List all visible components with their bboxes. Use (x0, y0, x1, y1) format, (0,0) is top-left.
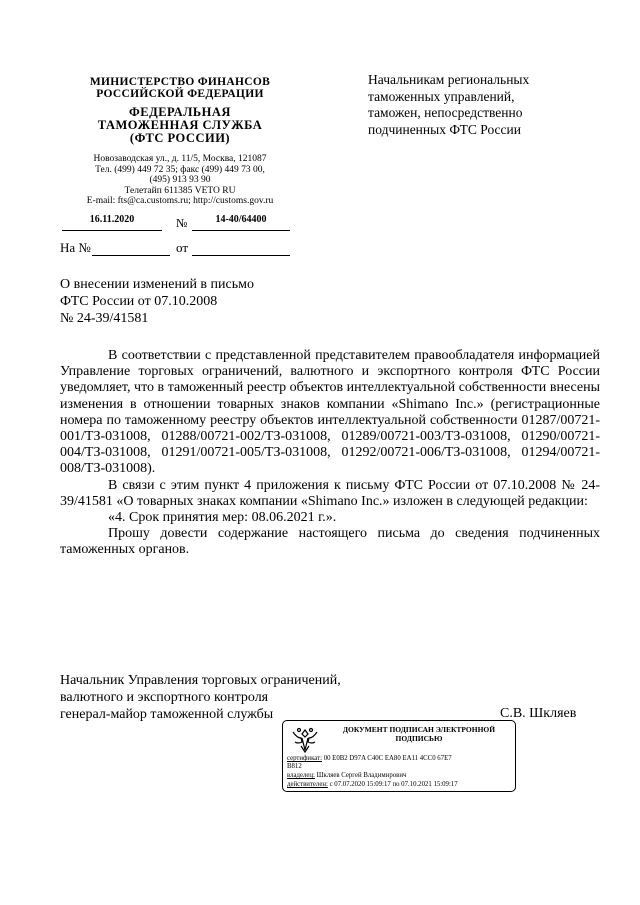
signature-line3: генерал-майор таможенной службы (60, 707, 274, 722)
addressee-line1: Начальникам региональных (368, 72, 530, 87)
teletype: Телетайп 611385 VETO RU (124, 185, 236, 196)
addressee-line2: таможенных управлений, (368, 88, 515, 104)
paragraph-3: «4. Срок принятия мер: 08.06.2021 г.». (108, 510, 337, 526)
service-line3: (ФТС РОССИИ) (129, 131, 231, 145)
stamp-certificate (287, 755, 452, 763)
phone: Тел. (499) 449 72 35; факс (499) 449 73 00, (95, 164, 265, 175)
signature-line2: валютного и экспортного контроля (60, 690, 269, 705)
phone2: (495) 913 93 90 (149, 175, 211, 185)
registration-date: 16.11.2020 (62, 214, 162, 231)
paragraph-2: В связи с этим пункт 4 приложения к письму ФТС России от 07.10.2008 № 24-39/41581 «О товарных знаках компании «Shimano Inc.» изложен в следующей редакции: (60, 477, 600, 509)
signature-line1: Начальник Управления торговых ограничений, (60, 673, 341, 688)
cert-value2: B812 (287, 763, 302, 770)
service-name (60, 106, 300, 145)
stamp-validity (287, 781, 458, 789)
cert-value: 00 E0B2 D97A C40C EA80 EA11 4CC0 67E7 (323, 755, 452, 762)
owner-label: владелец: (287, 772, 315, 779)
on-number-label: На № (60, 240, 91, 255)
paragraph-1: В соответствии с представленной представителем правообладателя информацией Управление торговых ограничений, валютного и экспортного контроля ФТС России уведомляет, что в таможенный реестр объектов интеллектуальной собственности внесены изменения в отношении товарных знаков компании «Shimano Inc.» (регистрационные номера по таможенному реестру объектов интеллектуальной собственности 01287/00721-001/ТЗ-031008, 01288/00721-002/ТЗ-031008, 01289/00721-003/ТЗ-031008, 01290/00721-004/ТЗ-031008, 01291/00721-005/ТЗ-031008, 01292/00721-006/ТЗ-031008, 01294/00721-008/ТЗ-031008). (60, 348, 600, 477)
ministry-name (60, 76, 300, 100)
ministry-line1: МИНИСТЕРСТВО ФИНАНСОВ (89, 76, 271, 88)
stamp-title-line1: ДОКУМЕНТ ПОДПИСАН ЭЛЕКТРОННОЙ (342, 725, 496, 734)
stamp-title (327, 725, 511, 743)
eagle-emblem-icon (289, 726, 321, 754)
addressee-line4: подчиненных ФТС России (368, 121, 521, 137)
subject-line2: ФТС России от 07.10.2008 (60, 294, 218, 309)
owner-value: Шкляев Сергей Владимирович (316, 772, 407, 779)
on-number-field (92, 240, 170, 256)
e-signature-stamp (282, 720, 516, 792)
subject-line3: № 24-39/41581 (60, 311, 149, 326)
contacts (60, 154, 300, 207)
stamp-owner (287, 772, 406, 780)
service-line1: ФЕДЕРАЛЬНАЯ (129, 105, 231, 119)
valid-label: действителен: (287, 781, 328, 788)
number-sign: № (176, 216, 188, 230)
from-date-field (192, 240, 290, 256)
from-label: от (176, 240, 189, 255)
email: E-mail: fts@ca.customs.ru; http://customs.gov.ru (86, 196, 274, 206)
addressee-line3: таможен, непосредственно (368, 105, 523, 120)
paragraph-4: Прошу довести содержание настоящего письма до сведения подчиненных таможенных органов. (60, 526, 600, 558)
valid-value: с 07.07.2020 15:09:17 по 07.10.2021 15:09:17 (329, 781, 458, 788)
letter-body (60, 348, 600, 559)
signature-block (60, 672, 341, 723)
stamp-title-line2: ПОДПИСЬЮ (395, 734, 443, 743)
signer-name: С.В. Шкляев (500, 706, 577, 721)
subject-line1: О внесении изменений в письмо (60, 277, 254, 292)
addressee (368, 72, 529, 138)
address: Новозаводская ул., д. 11/5, Москва, 121087 (93, 154, 267, 164)
ministry-line2: РОССИЙСКОЙ ФЕДЕРАЦИИ (96, 88, 264, 100)
registration-number: 14-40/64400 (192, 214, 290, 231)
cert-label: сертификат: (287, 755, 322, 762)
service-line2: ТАМОЖЕННАЯ СЛУЖБА (97, 118, 263, 132)
subject (60, 276, 254, 327)
